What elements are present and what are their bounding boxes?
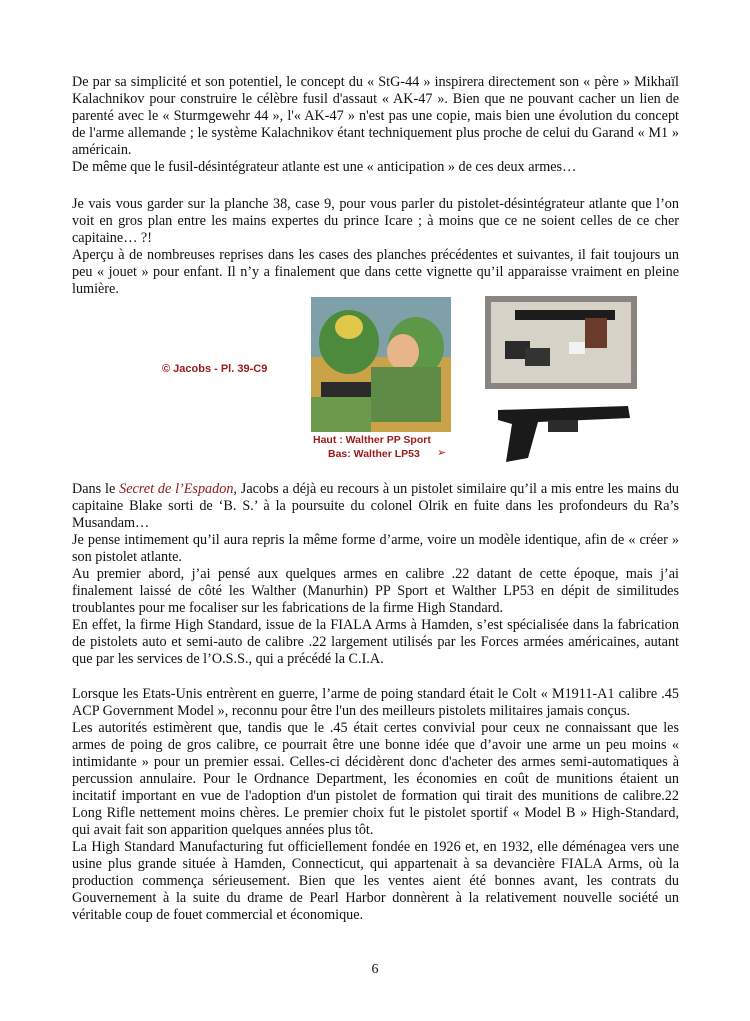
arrow-icon: ➢ bbox=[437, 447, 447, 459]
text-block-4 bbox=[72, 686, 679, 924]
paragraph: Aperçu à de nombreuses reprises dans les cases des planches précédentes et suivantes, il fait toujours un peu « jouet » pour enfant. Il n’y a finalement que dans cette vignette qu’il apparaisse vraiment en pleine lumière. bbox=[72, 247, 679, 297]
paragraph: Les autorités estimèrent que, tandis que le .45 était certes convivial pour ceux ne connaissant que les armes de poing de gros calibre, ce pourrait être une bonne idée que d’avoir une arme un peu moins « intimidante » pour un premier essai. Celles-ci décidèrent donc d'acheter des armes semi-automatiques à percussion annulaire. Pour le Ordnance Department, les économies en coût de munitions étaient un incitatif important en vue de l'adoption d'un pistolet de formation qui tirait des munitions de calibre.22 Long Rifle nettement moins chères. Le premier choix fut le pistolet sportif « Model B » High-Standard, qui avait fait son apparition quelques années plus tôt. bbox=[72, 720, 679, 838]
text-run: , Jacobs a déjà eu recours à un pistolet similaire qu’il a mis entre les mains du capitaine Blake sorti de ‘B. S.’ à la poursuite du colonel Olrik en fuite dans les profondeurs du Ra’s Musandam… bbox=[72, 481, 680, 531]
pistol-photo bbox=[478, 398, 643, 464]
caption-bottom: Bas: Walther LP53 bbox=[328, 448, 420, 460]
paragraph: Au premier abord, j’ai pensé aux quelques armes en calibre .22 datant de cette époque, mais j’ai finalement laissé de côté les Walther (Manurhin) PP Sport et Walther LP53 en dépit de similitudes troublantes pour me focaliser sur les fabrications de la firme High Standard. bbox=[72, 566, 679, 616]
paragraph: Je pense intimement qu’il aura repris la même forme d’arme, voire un modèle identique, afin de « créer » son pistolet atlante. bbox=[72, 532, 679, 565]
paragraph: Je vais vous garder sur la planche 38, case 9, pour vous parler du pistolet-désintégrateur atlante que l’on voit en gros plan entre les mains expertes du prince Icare ; à moins que ce ne soient celles de ce cher capitaine… ?! bbox=[72, 196, 679, 246]
paragraph: De par sa simplicité et son potentiel, le concept du « StG-44 » inspirera directement son « père » Mikhaïl Kalachnikov pour construire le célèbre fusil d'assaut « AK-47 ». Bien que ne pouvant cacher un lien de parenté avec le « Sturmgewehr 44 », l'« AK-47 » n'est pas une copie, mais bien une évolution du concept de l'arme allemande ; le système Kalachnikov étant techniquement plus proche de celui du Garand « M1 » américain. bbox=[72, 74, 679, 158]
page-number: 6 bbox=[371, 962, 379, 977]
caption-top: Haut : Walther PP Sport bbox=[313, 434, 431, 446]
paragraph: De même que le fusil-désintégrateur atlante est une « anticipation » de ces deux armes… bbox=[72, 159, 577, 175]
book-title: Secret de l’Espadon bbox=[119, 481, 234, 497]
paragraph: En effet, la firme High Standard, issue de la FIALA Arms à Hamden, s’est spécialisée dans la fabrication de pistolets auto et semi-auto de calibre .22 largement utilisés par les Forces armées américaines, autant que par les services de l’O.S.S., qui a précédé la C.I.A. bbox=[72, 617, 679, 667]
comic-panel-image bbox=[311, 297, 451, 432]
text-block-2 bbox=[72, 196, 679, 298]
comic-copyright: © Jacobs - Pl. 39-C9 bbox=[162, 363, 268, 375]
paragraph bbox=[72, 481, 679, 532]
text-block-1 bbox=[72, 74, 679, 176]
pistol-case-photo bbox=[485, 296, 637, 389]
paragraph: La High Standard Manufacturing fut officiellement fondée en 1926 et, en 1932, elle déménagea vers une usine plus grande située à Hamden, Connecticut, qui appartenait à sa devancière FIALA Arms, où la production commença sérieusement. Bien que les ventes aient été bonnes avant, les contrats du Gouvernement à la suite du drame de Pearl Harbor donnèrent à la relativement nouvelle société un véritable coup de fouet commercial et économique. bbox=[72, 839, 679, 923]
text-block-3 bbox=[72, 481, 679, 668]
paragraph: Lorsque les Etats-Unis entrèrent en guerre, l’arme de poing standard était le Colt « M1911-A1 calibre .45 ACP Government Model », reconnu pour être l'un des meilleurs pistolets militaires jamais conçus. bbox=[72, 686, 679, 719]
text-run: Dans le bbox=[72, 481, 120, 497]
